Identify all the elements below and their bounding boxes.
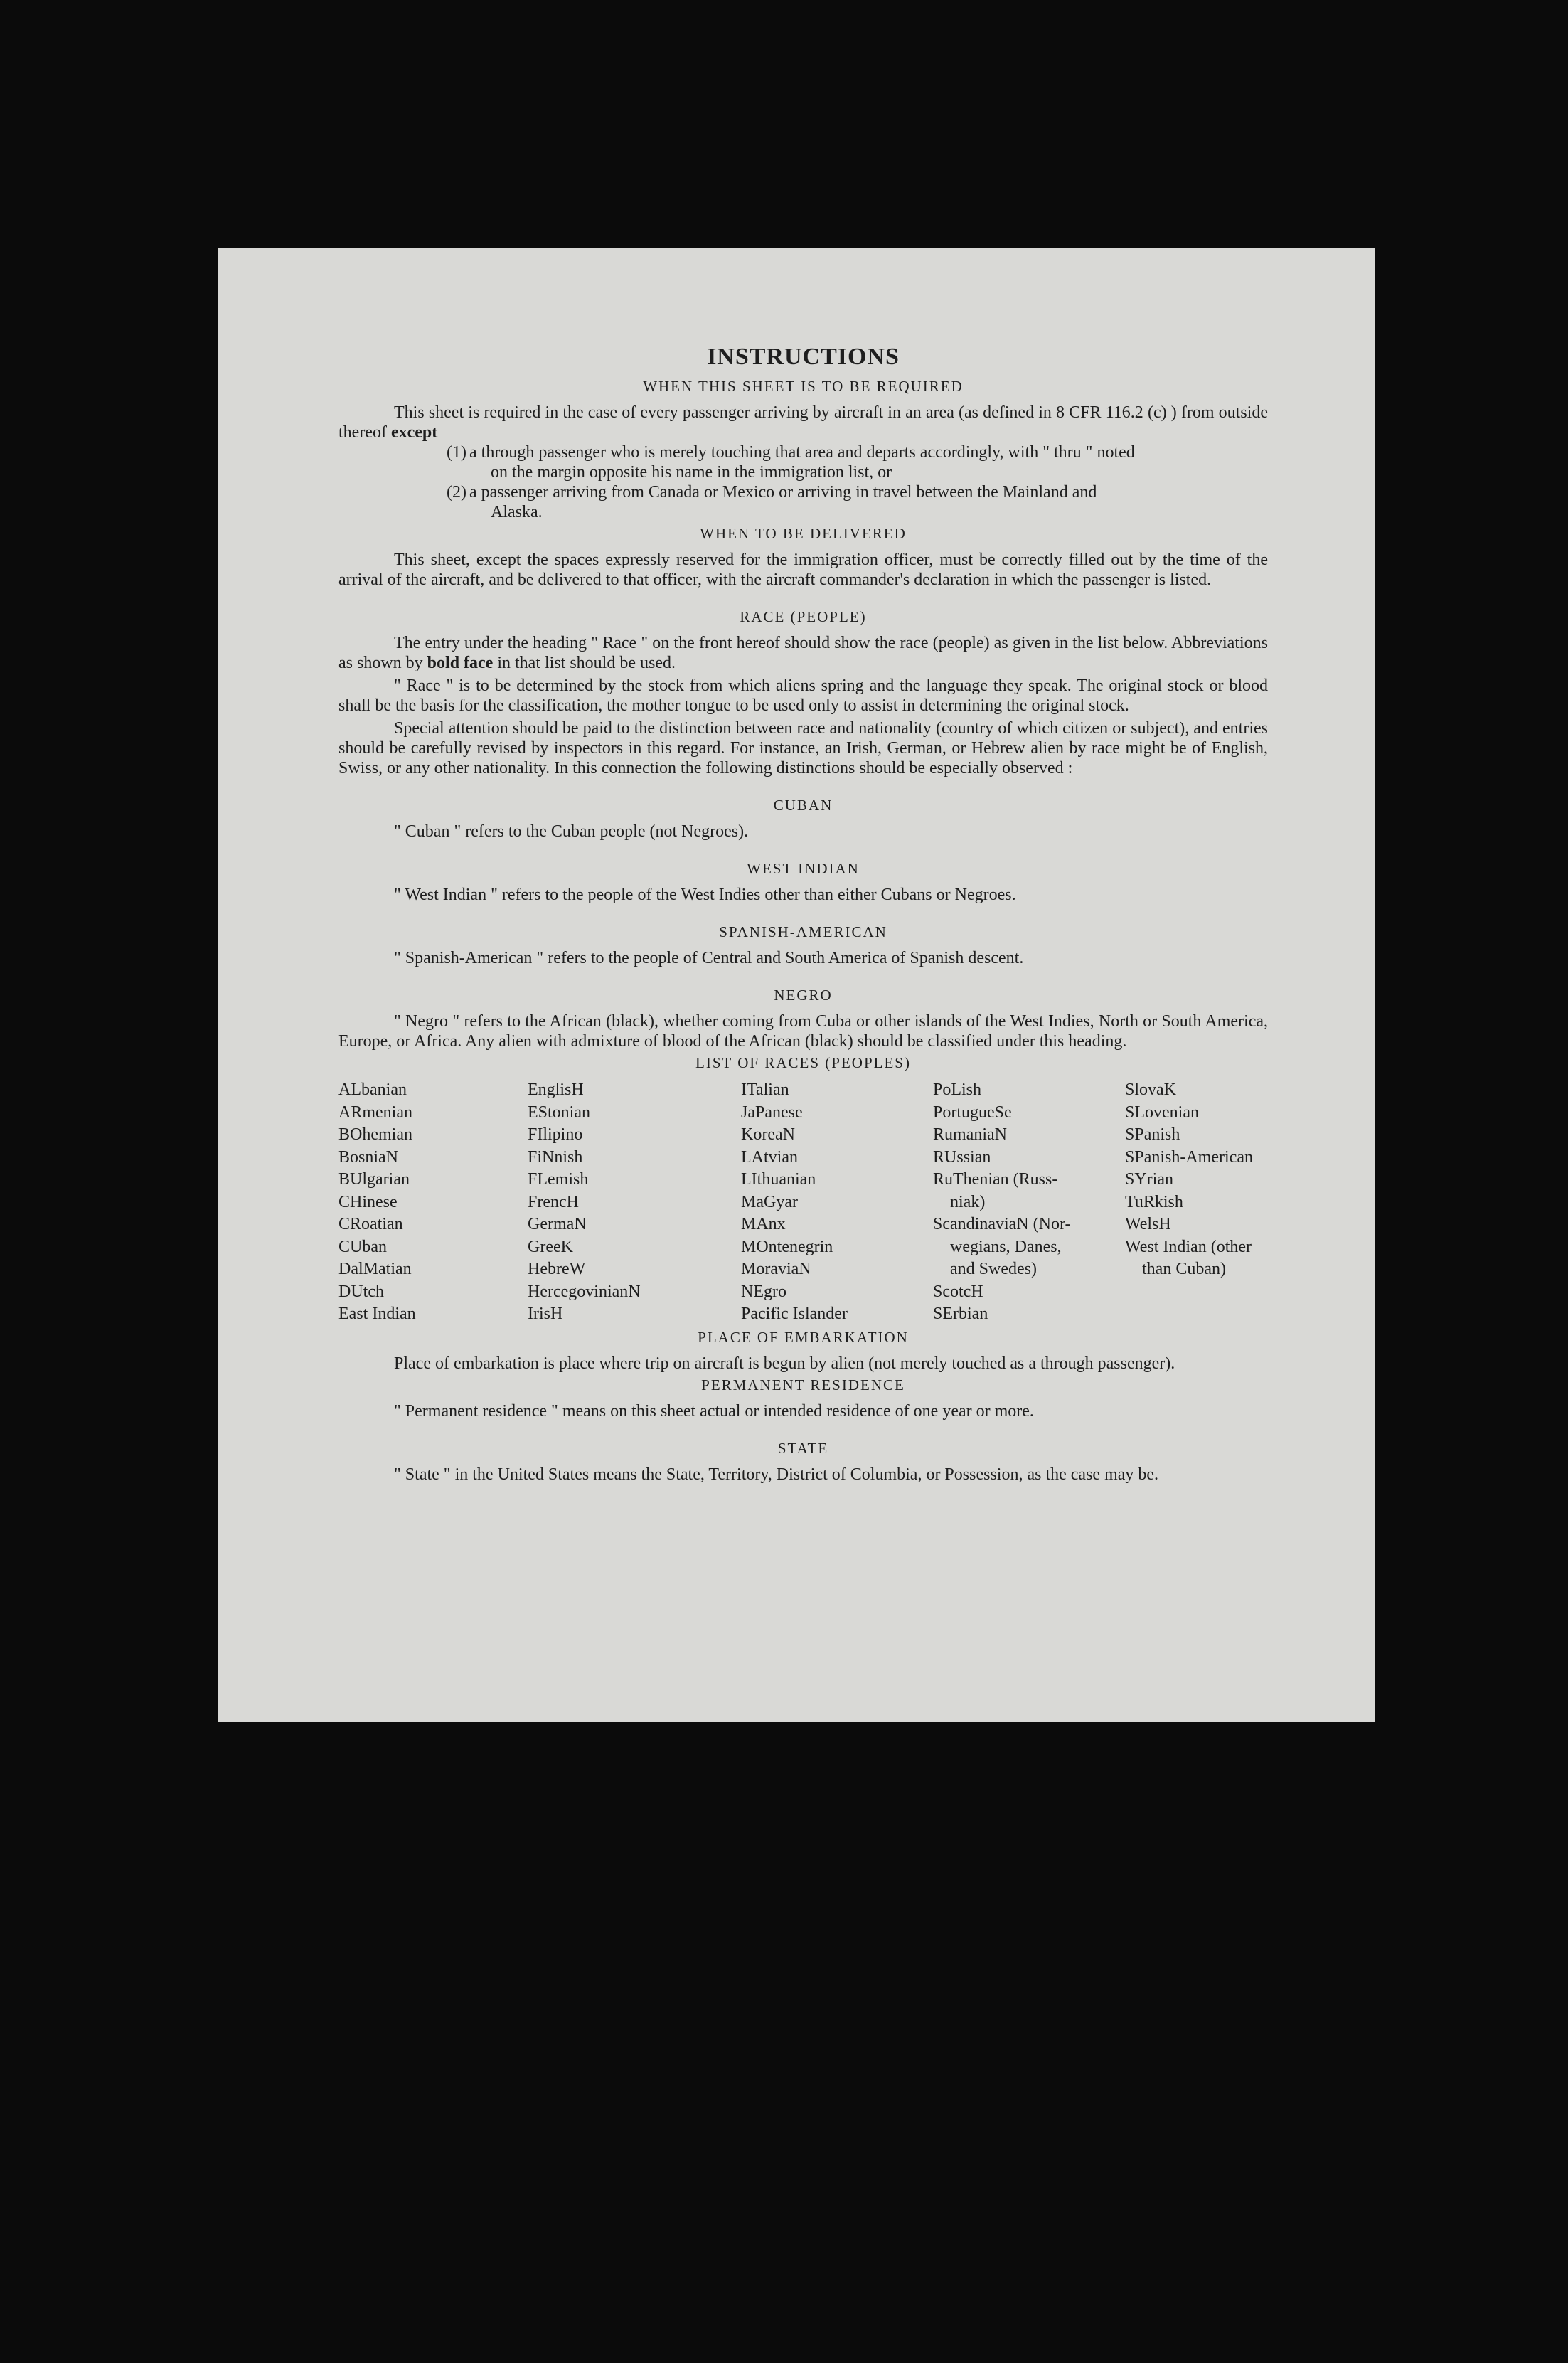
race-entry: LIthuanian: [741, 1170, 816, 1189]
races-column: [741, 1079, 933, 1326]
race-entry: CRoatian: [338, 1215, 403, 1233]
spanish-american-text: " Spanish-American " refers to the people of Central and South America of Spanish descent.: [394, 949, 1024, 967]
race-entry: NEgro: [741, 1282, 786, 1301]
race-entry: HercegovinianN: [528, 1282, 641, 1301]
race-entry: ScotcH: [933, 1282, 983, 1301]
race-entry: GreeK: [528, 1237, 573, 1256]
page-title: INSTRUCTIONS: [707, 344, 900, 370]
race-entry: KoreaN: [741, 1125, 795, 1144]
race-entry-continuation: wegians, Danes,: [950, 1237, 1062, 1256]
race-p1-bold: bold face: [427, 654, 494, 672]
race-entry: FrencH: [528, 1192, 579, 1211]
race-entry: PoLish: [933, 1080, 982, 1099]
item-line: a passenger arriving from Canada or Mexico or arriving in travel between the Mainland and: [469, 483, 1097, 501]
race-entry: DUtch: [338, 1282, 384, 1301]
instruction-sheet: [218, 248, 1375, 1722]
race-entry: MoraviaN: [741, 1260, 811, 1278]
race-entry: FLemish: [528, 1170, 589, 1189]
heading-embarkation: PLACE OF EMBARKATION: [698, 1328, 909, 1346]
heading-delivered: WHEN TO BE DELIVERED: [700, 525, 907, 542]
race-entry: SPanish: [1125, 1125, 1180, 1144]
race-entry: ALbanian: [338, 1080, 407, 1099]
race-entry: PortugueSe: [933, 1103, 1012, 1122]
race-entry: ARmenian: [338, 1103, 412, 1122]
heading-races-list: LIST OF RACES (PEOPLES): [695, 1054, 911, 1071]
race-entry: LAtvian: [741, 1147, 798, 1167]
race-entry: SPanish-American: [1125, 1147, 1253, 1167]
race-entry: BUlgarian: [338, 1170, 410, 1189]
race-entry: BosniaN: [338, 1147, 398, 1167]
race-entry: WelsH: [1125, 1215, 1171, 1233]
race-entry: ScandinaviaN (Nor-: [933, 1215, 1071, 1233]
item-text: [469, 442, 1268, 482]
required-intro: [338, 403, 1268, 442]
required-item-1: [447, 442, 1268, 482]
race-entry: SErbian: [933, 1305, 988, 1323]
item-number: (2): [447, 483, 466, 501]
race-entry: GermaN: [528, 1215, 587, 1233]
races-column: [933, 1079, 1125, 1326]
race-entry: CHinese: [338, 1192, 398, 1211]
race-entry: MOntenegrin: [741, 1237, 833, 1256]
race-entry-continuation: and Swedes): [950, 1260, 1037, 1278]
race-entry: JaPanese: [741, 1103, 803, 1122]
race-entry: West Indian (other: [1125, 1237, 1252, 1256]
negro-text: " Negro " refers to the African (black), whether coming from Cuba or other islands of the West Indies, North or South America, Europe, or Africa. Any alien with admixture of blood of the African (black) should be classified under this heading.: [338, 1012, 1268, 1051]
race-paragraph-1: [338, 633, 1268, 673]
cuban-text: " Cuban " refers to the Cuban people (not Negroes).: [394, 822, 749, 841]
race-entry: RUssian: [933, 1147, 991, 1167]
item-text: [469, 482, 1268, 522]
race-entry: Pacific Islander: [741, 1305, 848, 1323]
item-line: a through passenger who is merely touching that area and departs accordingly, with " thru " noted: [469, 443, 1135, 462]
race-entry: RuThenian (Russ-: [933, 1170, 1058, 1189]
race-entry: RumaniaN: [933, 1125, 1007, 1144]
race-entry: HebreW: [528, 1260, 586, 1278]
heading-west-indian: WEST INDIAN: [747, 860, 860, 877]
state-text: " State " in the United States means the State, Territory, District of Columbia, or Possession, as the case may be.: [394, 1465, 1159, 1484]
heading-race: RACE (PEOPLE): [740, 608, 867, 625]
race-entry: BOhemian: [338, 1125, 412, 1144]
race-entry-continuation: niak): [950, 1192, 986, 1211]
embarkation-text: Place of embarkation is place where trip on aircraft is begun by alien (not merely touched as a through passenger).: [394, 1354, 1175, 1373]
heading-residence: PERMANENT RESIDENCE: [701, 1376, 905, 1393]
race-entry: SLovenian: [1125, 1103, 1199, 1122]
residence-text: " Permanent residence " means on this sheet actual or intended residence of one year or more.: [394, 1401, 1034, 1421]
race-entry: East Indian: [338, 1305, 416, 1323]
race-p1-b: in that list should be used.: [497, 654, 676, 672]
race-entry-continuation: than Cuban): [1142, 1260, 1226, 1278]
race-entry: EStonian: [528, 1103, 590, 1122]
race-entry: ITalian: [741, 1080, 789, 1099]
race-entry: EnglisH: [528, 1080, 584, 1099]
race-entry: MAnx: [741, 1215, 786, 1233]
race-p1-a: The entry under the heading " Race " on the front hereof should show the race (people) as given in the list below. Abbreviations as shown by: [338, 634, 1268, 672]
race-entry: SYrian: [1125, 1170, 1173, 1189]
delivered-text: This sheet, except the spaces expressly reserved for the immigration officer, must be correctly filled out by the time of the arrival of the aircraft, and be delivered to that officer, with the aircraft commander's declaration in which the passenger is listed.: [338, 551, 1268, 589]
heading-required: WHEN THIS SHEET IS TO BE REQUIRED: [643, 378, 964, 395]
races-list: [338, 1079, 1268, 1326]
race-entry: CUban: [338, 1237, 387, 1256]
race-entry: MaGyar: [741, 1192, 798, 1211]
heading-negro: NEGRO: [774, 987, 833, 1004]
heading-cuban: CUBAN: [773, 797, 833, 814]
heading-state: STATE: [777, 1439, 829, 1457]
race-entry: FIlipino: [528, 1125, 583, 1144]
heading-spanish-american: SPANISH-AMERICAN: [719, 923, 887, 940]
race-entry: TuRkish: [1125, 1192, 1183, 1211]
item-number: (1): [447, 443, 466, 462]
required-item-2: [447, 482, 1268, 522]
race-entry: SlovaK: [1125, 1080, 1176, 1099]
required-intro-bold: except: [390, 423, 438, 442]
required-intro-text: This sheet is required in the case of every passenger arriving by aircraft in an area (as defined in 8 CFR 116.2 (c) ) from outside thereof: [338, 403, 1268, 442]
races-column: [1125, 1079, 1281, 1326]
race-paragraph-2: " Race " is to be determined by the stock from which aliens spring and the language they speak. The original stock or blood shall be the basis for the classification, the mother tongue to be used only to assist in determining the original stock.: [338, 676, 1268, 715]
races-column: [338, 1079, 528, 1326]
race-entry: FiNnish: [528, 1147, 583, 1167]
item-continuation: on the margin opposite his name in the immigration list, or: [491, 463, 892, 482]
west-indian-text: " West Indian " refers to the people of the West Indies other than either Cubans or Negroes.: [394, 886, 1016, 904]
item-continuation: Alaska.: [491, 503, 543, 521]
races-column: [528, 1079, 741, 1326]
race-entry: DalMatian: [338, 1260, 412, 1278]
race-paragraph-3: Special attention should be paid to the distinction between race and nationality (country of which citizen or subject), and entries should be carefully revised by inspectors in this regard. For instance, an Irish, German, or Hebrew alien by race might be of English, Swiss, or any other nationality. In this connection the following distinctions should be especially observed :: [338, 719, 1268, 777]
race-entry: IrisH: [528, 1305, 563, 1323]
